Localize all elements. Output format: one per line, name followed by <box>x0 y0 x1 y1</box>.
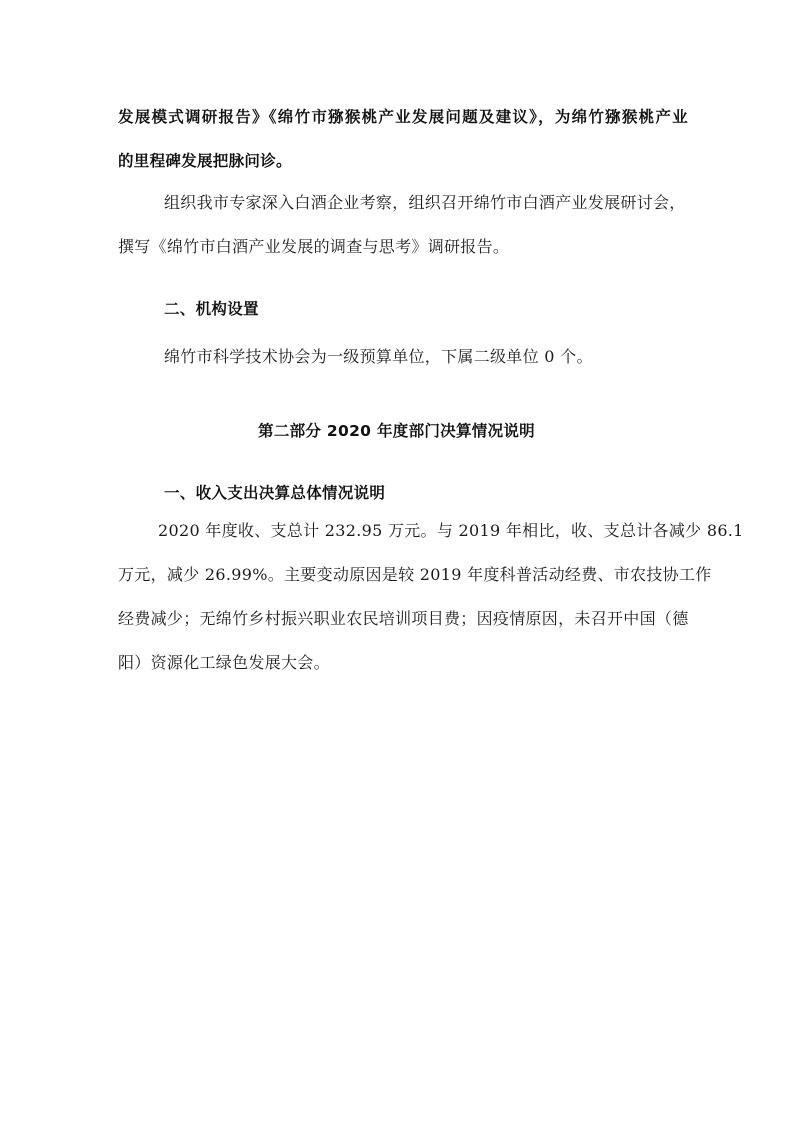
paragraph-line: 经费减少；无绵竹乡村振兴职业农民培训项目费；因疫情原因，未召开中国（德 <box>118 609 689 628</box>
part-title: 第二部分 2020 年度部门决算情况说明 <box>258 422 535 440</box>
subsection-heading: 一、收入支出决算总体情况说明 <box>164 484 386 502</box>
paragraph-line: 2020 年度收、支总计 232.95 万元。与 2019 年相比，收、支总计各减少 86.1 <box>158 521 744 540</box>
paragraph-line: 发展模式调研报告》《绵竹市猕猴桃产业发展问题及建议》，为绵竹猕猴桃产业 <box>118 108 688 126</box>
paragraph-line: 万元，减少 26.99%。主要变动原因是较 2019 年度科普活动经费、市农技协工作 <box>118 565 712 584</box>
section-heading: 二、机构设置 <box>164 300 259 318</box>
paragraph-line: 的里程碑发展把脉问诊。 <box>118 152 292 170</box>
paragraph-line: 撰写《绵竹市白酒产业发展的调查与思考》调研报告。 <box>118 237 510 256</box>
paragraph-line: 组织我市专家深入白酒企业考察，组织召开绵竹市白酒产业发展研讨会， <box>164 193 686 212</box>
paragraph-line: 阳）资源化工绿色发展大会。 <box>118 653 330 672</box>
paragraph-line: 绵竹市科学技术协会为一级预算单位，下属二级单位 0 个。 <box>164 347 593 366</box>
